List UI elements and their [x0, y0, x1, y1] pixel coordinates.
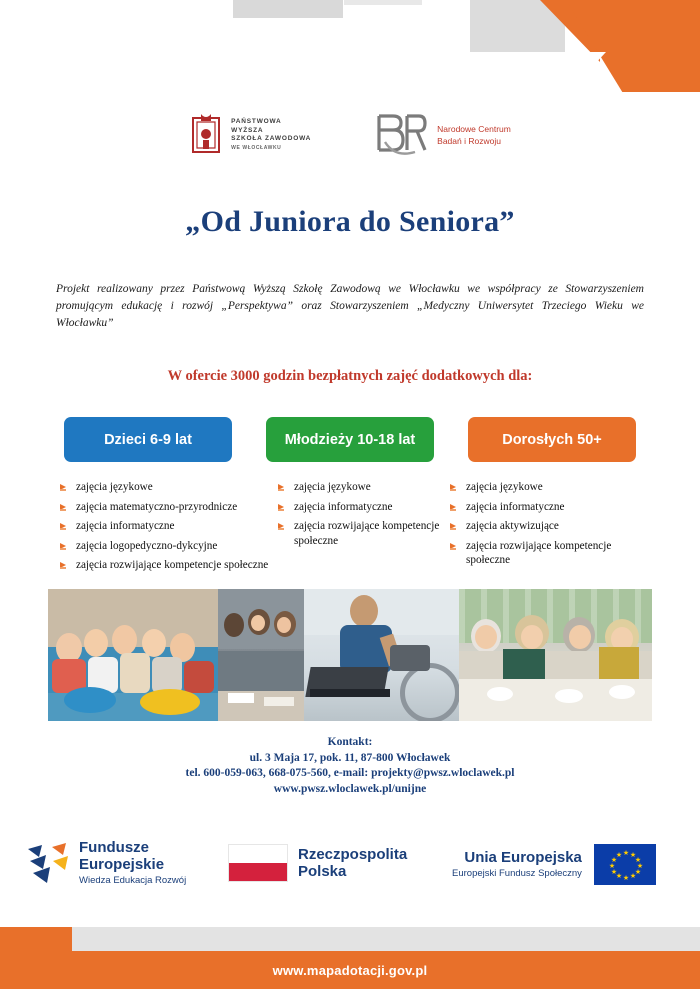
group-box-adults — [468, 417, 636, 462]
ncbr-line-1: Narodowe Centrum — [437, 124, 511, 134]
arrow-bullet-icon — [450, 503, 459, 512]
pwsz-line-4: WE WŁOCŁAWKU — [231, 144, 282, 151]
offer-headline: W ofercie 3000 godzin bezpłatnych zajęć dodatkowych dla: — [167, 368, 533, 384]
list-item — [60, 519, 278, 534]
photo-man-wheelchair-laptop — [304, 589, 459, 721]
logo-pwsz — [189, 112, 311, 158]
contact-block — [0, 735, 700, 797]
page-title: „Od Juniora do Seniora” — [185, 205, 515, 238]
logo-rzeczpospolita-polska — [228, 844, 407, 882]
list-item-label: zajęcia rozwijające kompetencje społeczne — [76, 559, 269, 571]
arrow-bullet-icon — [278, 522, 287, 531]
fe-line-3: Wiedza Edukacja Rozwój — [79, 875, 187, 886]
footer-logos — [0, 836, 700, 906]
list-item-label: zajęcia aktywizujące — [466, 520, 559, 532]
list-item — [60, 558, 278, 573]
pwsz-line-1: PAŃSTWOWA — [231, 118, 282, 125]
pwsz-crest-icon — [189, 112, 223, 158]
fundusze-europejskie-text — [79, 839, 186, 888]
deco-gray-bar-2 — [344, 0, 422, 5]
list-item — [60, 480, 278, 495]
list-item-label: zajęcia rozwijające kompetencje społeczne — [294, 520, 440, 547]
arrow-bullet-icon — [450, 542, 459, 551]
fe-line-1: Fundusze — [79, 839, 149, 856]
bir-monogram-icon — [373, 112, 427, 158]
arrow-bullet-icon — [60, 561, 69, 570]
arrow-bullet-icon — [60, 542, 69, 551]
list-item-label: zajęcia rozwijające kompetencje społeczne — [466, 539, 612, 566]
fe-line-2: Europejskie — [79, 856, 165, 873]
photo-strip — [48, 589, 652, 721]
arrow-bullet-icon — [60, 483, 69, 492]
group-label-youth: Młodzieży 10-18 lat — [284, 431, 416, 448]
contact-heading: Kontakt: — [327, 736, 373, 748]
list-item — [278, 480, 450, 495]
mapadotacji-url[interactable]: www.mapadotacji.gov.pl — [272, 962, 428, 978]
bottom-bar-gray-strip — [72, 927, 700, 951]
list-item — [278, 500, 450, 515]
offer-column-children — [60, 480, 278, 578]
list-item-label: zajęcia matematyczno-przyrodnicze — [76, 500, 238, 513]
list-item — [450, 480, 640, 495]
rzeczpospolita-text — [298, 846, 407, 880]
list-item — [278, 519, 450, 548]
pwsz-line-3: SZKOŁA ZAWODOWA — [231, 135, 312, 142]
list-item-label: zajęcia informatyczne — [294, 500, 393, 513]
header-logos — [0, 112, 700, 158]
offer-columns — [60, 480, 640, 578]
contact-address: ul. 3 Maja 17, pok. 11, 87-800 Włocławek — [249, 751, 451, 764]
deco-white-notch — [566, 52, 606, 95]
contact-phones-email: tel. 600-059-063, 668-075-560, e-mail: projekty@pwsz.wloclawek.pl — [185, 767, 515, 779]
list-item-label: zajęcia logopedyczno-dykcyjne — [76, 539, 218, 552]
ncbr-line-2: Badań i Rozwoju — [437, 136, 501, 146]
ncbr-logo-text — [437, 123, 511, 147]
unia-europejska-text — [452, 849, 582, 881]
list-item-label: zajęcia językowe — [76, 481, 153, 493]
logo-ncbr — [373, 112, 511, 158]
photo-students-table — [218, 589, 304, 721]
offer-column-adults — [450, 480, 640, 578]
list-item — [450, 500, 640, 515]
intro-paragraph: Projekt realizowany przez Państwową Wyższą Szkołę Zawodową we Włocławku we współpracy ze Stowarzyszeniem promującym edukację i rozwój „Perspektywa” oraz Stowarzyszeniem „Medyczny Uniwersytet Trzeciego Wieku we Włocławku” — [56, 283, 644, 329]
list-item-label: zajęcia językowe — [294, 481, 371, 493]
arrow-bullet-icon — [60, 503, 69, 512]
list-item — [450, 539, 640, 568]
offer-column-youth — [278, 480, 450, 578]
group-label-children: Dzieci 6-9 lat — [104, 431, 192, 448]
bottom-bar — [0, 927, 700, 989]
bottom-bar-url-band — [0, 951, 700, 989]
polish-flag-icon — [228, 844, 288, 882]
logo-unia-europejska — [452, 844, 656, 885]
arrow-bullet-icon — [60, 522, 69, 531]
contact-website[interactable]: www.pwsz.wloclawek.pl/unijne — [273, 782, 427, 795]
list-item-label: zajęcia informatyczne — [466, 500, 565, 513]
fundusze-europejskie-icon — [26, 841, 70, 887]
logo-fundusze-europejskie — [26, 839, 186, 888]
eu-flag-icon: ★ ★ ★ ★ ★ ★ ★ ★ ★ ★ ★ ★ — [594, 844, 656, 885]
pwsz-line-2: WYŻSZA — [231, 126, 264, 134]
arrow-bullet-icon — [450, 522, 459, 531]
photo-seniors-cafe — [459, 589, 652, 721]
photo-children-group — [48, 589, 218, 721]
ue-line-2: Europejski Fundusz Społeczny — [452, 867, 582, 879]
group-box-youth — [266, 417, 434, 462]
group-box-children — [64, 417, 232, 462]
arrow-bullet-icon — [278, 483, 287, 492]
rp-line-2: Polska — [298, 863, 347, 880]
group-label-adults: Dorosłych 50+ — [502, 431, 602, 448]
list-item — [60, 539, 278, 554]
arrow-bullet-icon — [278, 503, 287, 512]
group-boxes — [64, 417, 636, 462]
arrow-bullet-icon — [450, 483, 459, 492]
bottom-bar-orange-accent — [0, 927, 72, 951]
top-decoration — [0, 0, 700, 95]
pwsz-logo-text — [231, 118, 311, 152]
list-item-label: zajęcia informatyczne — [76, 520, 175, 532]
ue-line-1: Unia Europejska — [464, 848, 582, 866]
list-item-label: zajęcia językowe — [466, 481, 543, 493]
deco-gray-bar-1 — [233, 0, 343, 18]
list-item — [60, 500, 278, 515]
rp-line-1: Rzeczpospolita — [298, 846, 408, 863]
list-item — [450, 519, 640, 534]
